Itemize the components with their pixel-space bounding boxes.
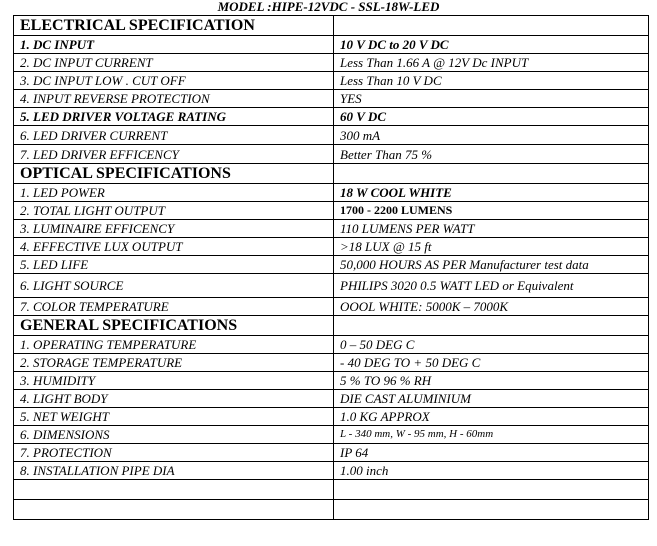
spec-label: 5. LED LIFE: [14, 256, 334, 274]
spec-row: [14, 72, 649, 90]
blank-row: [14, 480, 649, 500]
spec-row: [14, 126, 649, 145]
spec-value: 110 LUMENS PER WATT: [334, 220, 649, 238]
spec-label: 4. EFFECTIVE LUX OUTPUT: [14, 238, 334, 256]
section-title: ELECTRICAL SPECIFICATION: [14, 16, 334, 36]
spec-label: [14, 480, 334, 500]
spec-value: 0 – 50 DEG C: [334, 336, 649, 354]
spec-row: [14, 372, 649, 390]
spec-label: 5. LED DRIVER VOLTAGE RATING: [14, 108, 334, 126]
specification-table-body: [14, 16, 649, 520]
section-header-row: [14, 164, 649, 184]
spec-value: [334, 500, 649, 520]
spec-label: 1. LED POWER: [14, 184, 334, 202]
spec-row: [14, 354, 649, 372]
spec-value: 300 mA: [334, 126, 649, 145]
spec-value: L - 340 mm, W - 95 mm, H - 60mm: [334, 426, 649, 444]
spec-value: [334, 480, 649, 500]
model-title: MODEL :HIPE-12VDC - SSL-18W-LED: [217, 0, 440, 14]
spec-label: 3. HUMIDITY: [14, 372, 334, 390]
spec-label: 2. STORAGE TEMPERATURE: [14, 354, 334, 372]
spec-value: OOOL WHITE: 5000K – 7000K: [334, 298, 649, 316]
spec-value: >18 LUX @ 15 ft: [334, 238, 649, 256]
spec-row: [14, 256, 649, 274]
spec-label: 6. DIMENSIONS: [14, 426, 334, 444]
spec-value: 10 V DC to 20 V DC: [334, 36, 649, 54]
spec-label: 2. DC INPUT CURRENT: [14, 54, 334, 72]
spec-row: [14, 220, 649, 238]
spec-value: 1.0 KG APPROX: [334, 408, 649, 426]
spec-label: 1. DC INPUT: [14, 36, 334, 54]
spec-value: 5 % TO 96 % RH: [334, 372, 649, 390]
spec-value: 18 W COOL WHITE: [334, 184, 649, 202]
section-empty-cell: [334, 16, 649, 36]
spec-label: 4. LIGHT BODY: [14, 390, 334, 408]
spec-row: [14, 336, 649, 354]
spec-label: 3. LUMINAIRE EFFICENCY: [14, 220, 334, 238]
spec-row: [14, 184, 649, 202]
blank-row: [14, 500, 649, 520]
spec-value: Less Than 10 V DC: [334, 72, 649, 90]
section-title: OPTICAL SPECIFICATIONS: [14, 164, 334, 184]
spec-row: [14, 390, 649, 408]
spec-label: 7. PROTECTION: [14, 444, 334, 462]
spec-label: 7. COLOR TEMPERATURE: [14, 298, 334, 316]
section-empty-cell: [334, 164, 649, 184]
spec-label: 4. INPUT REVERSE PROTECTION: [14, 90, 334, 108]
spec-label: [14, 500, 334, 520]
spec-row: [14, 54, 649, 72]
spec-row: [14, 298, 649, 316]
section-header-row: [14, 16, 649, 36]
spec-value: 1700 - 2200 LUMENS: [334, 202, 649, 220]
spec-row: [14, 36, 649, 54]
section-title: GENERAL SPECIFICATIONS: [14, 316, 334, 336]
spec-label: 6. LED DRIVER CURRENT: [14, 126, 334, 145]
spec-label: 1. OPERATING TEMPERATURE: [14, 336, 334, 354]
spec-value: PHILIPS 3020 0.5 WATT LED or Equivalent: [334, 274, 649, 298]
spec-row: [14, 444, 649, 462]
spec-row: [14, 426, 649, 444]
section-header-row: [14, 316, 649, 336]
spec-label: 5. NET WEIGHT: [14, 408, 334, 426]
spec-value: IP 64: [334, 444, 649, 462]
spec-value: Better Than 75 %: [334, 145, 649, 164]
spec-value: 50,000 HOURS AS PER Manufacturer test data: [334, 256, 649, 274]
spec-label: 8. INSTALLATION PIPE DIA: [14, 462, 334, 480]
spec-value: - 40 DEG TO + 50 DEG C: [334, 354, 649, 372]
section-empty-cell: [334, 316, 649, 336]
specification-table: [13, 15, 649, 520]
spec-label: 6. LIGHT SOURCE: [14, 274, 334, 298]
spec-value: Less Than 1.66 A @ 12V Dc INPUT: [334, 54, 649, 72]
spec-label: 3. DC INPUT LOW . CUT OFF: [14, 72, 334, 90]
spec-row: [14, 90, 649, 108]
spec-row: [14, 408, 649, 426]
spec-row: [14, 202, 649, 220]
spec-row: [14, 108, 649, 126]
spec-value: 60 V DC: [334, 108, 649, 126]
spec-value: DIE CAST ALUMINIUM: [334, 390, 649, 408]
spec-value: YES: [334, 90, 649, 108]
spec-row: [14, 274, 649, 298]
spec-row: [14, 238, 649, 256]
spec-label: 2. TOTAL LIGHT OUTPUT: [14, 202, 334, 220]
spec-value: 1.00 inch: [334, 462, 649, 480]
spec-label: 7. LED DRIVER EFFICENCY: [14, 145, 334, 164]
spec-row: [14, 145, 649, 164]
spec-row: [14, 462, 649, 480]
